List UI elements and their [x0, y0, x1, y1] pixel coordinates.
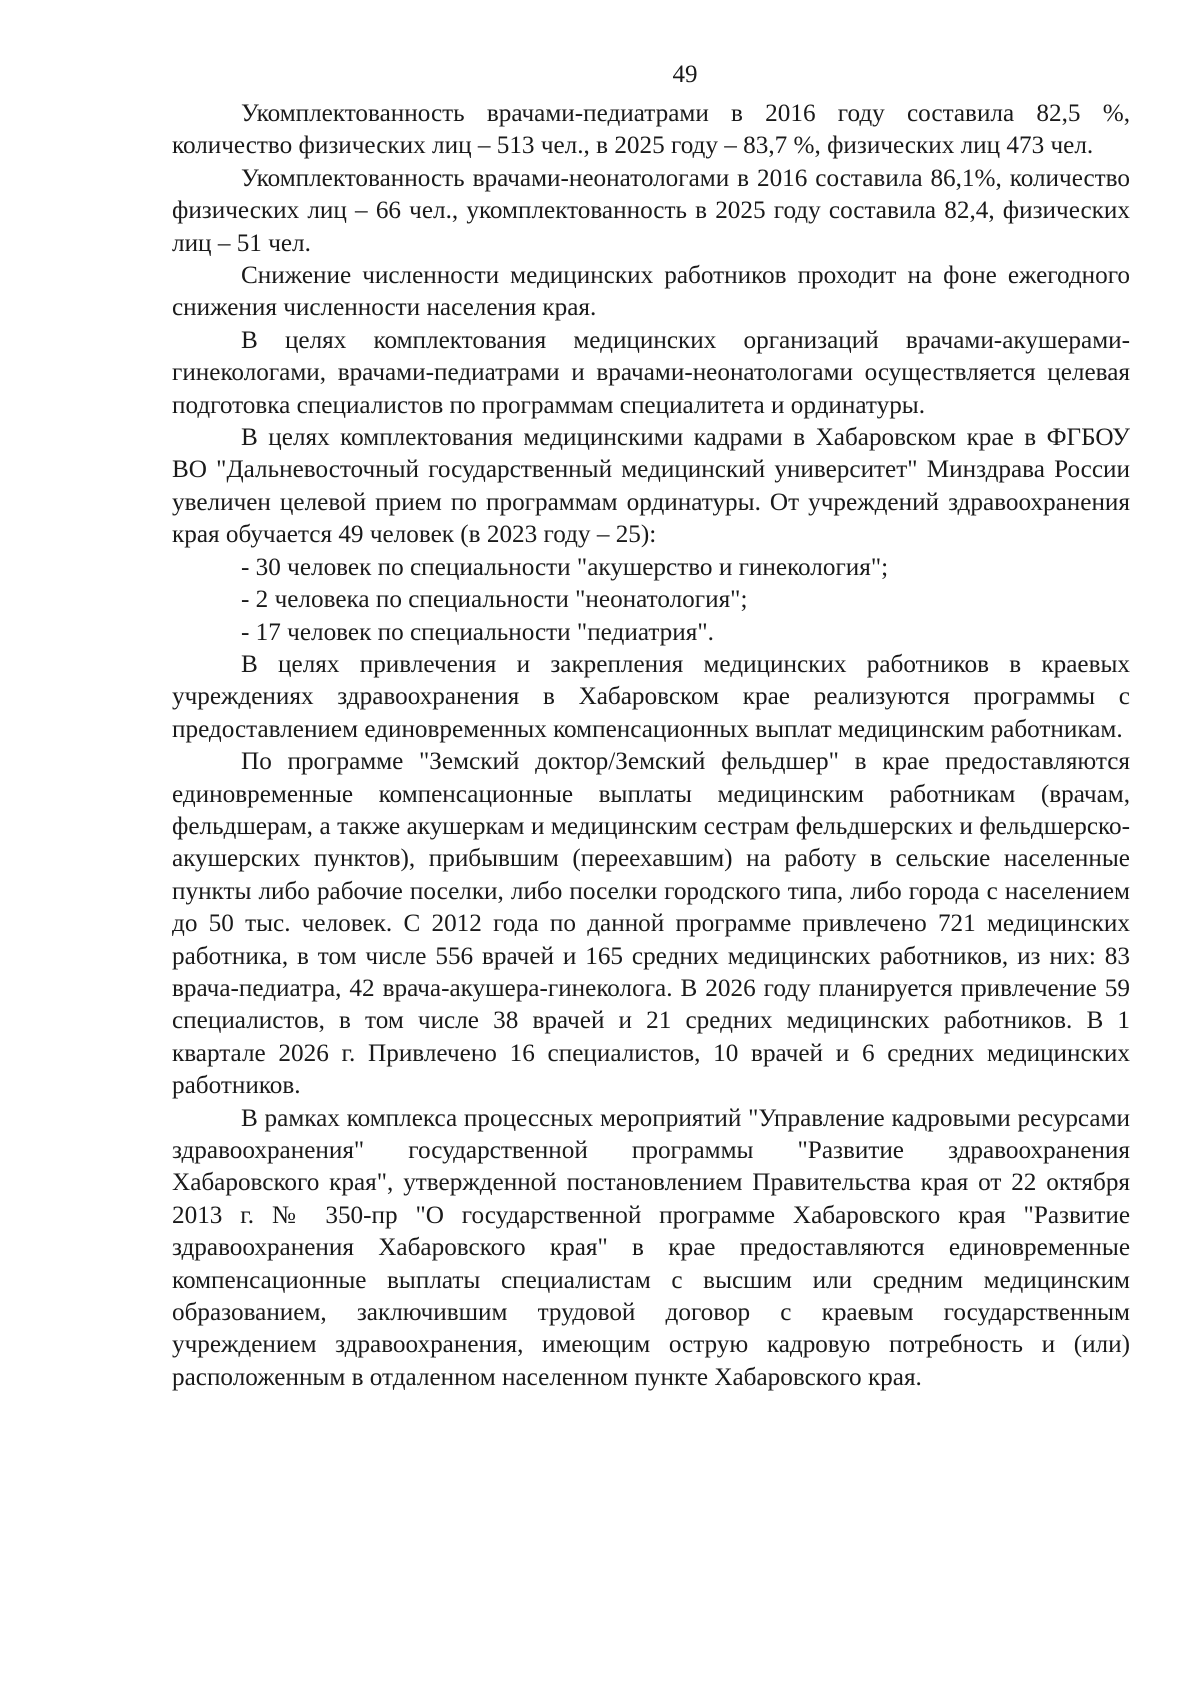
document-body	[172, 98, 1130, 1394]
paragraph-compensation-programs: В целях привлечения и закрепления медицинских работников в краевых учреждениях здравоохранения в Хабаровском крае реализуются программы с предоставлением единовременных компенсационных выплат медицинским работникам.	[172, 650, 1130, 743]
paragraph-targeted-training: В целях комплектования медицинских организаций врачами-акушерами-гинекологами, врачами-педиатрами и врачами-неонатологами осуществляется целевая подготовка специалистов по программам специалитета и ординатуры.	[172, 326, 1130, 419]
list-item-pediatrics: - 17 человек по специальности "педиатрия".	[241, 618, 714, 646]
list-item-obstetrics: - 30 человек по специальности "акушерство и гинекология";	[241, 553, 889, 581]
paragraph-state-program: В рамках комплекса процессных мероприятий "Управление кадровыми ресурсами здравоохранения" государственной программы "Развитие здравоохранения Хабаровского края", утвержденной постановлением Правительства края от 22 октября 2013 г. № 350-пр "О государственной программе Хабаровского края "Развитие здравоохранения Хабаровского края" в крае предоставляются единовременные компенсационные выплаты специалистам с высшим или средним медицинским образованием, заключившим трудовой договор с краевым государственным учреждением здравоохранения, имеющим острую кадровую потребность и (или) расположенным в отдаленном населенном пункте Хабаровского края.	[172, 1104, 1130, 1391]
list-item-neonatology: - 2 человека по специальности "неонатология";	[241, 586, 748, 614]
page-number: 49	[672, 61, 698, 88]
paragraph-workforce-decline: Снижение численности медицинских работников проходит на фоне ежегодного снижения численности населения края.	[172, 262, 1130, 322]
paragraph-pediatricians-staffing: Укомплектованность врачами-педиатрами в 2016 году составила 82,5 %, количество физических лиц – 513 чел., в 2025 году – 83,7 %, физических лиц 473 чел.	[172, 100, 1130, 160]
paragraph-zemsky-doctor: По программе "Земский доктор/Земский фельдшер" в крае предоставляются единовременные компенсационные выплаты медицинским работникам (врачам, фельдшерам, а также акушеркам и медицинским сестрам фельдшерских и фельдшерско-акушерских пунктов), прибывшим (переехавшим) на работу в сельские населенные пункты либо рабочие поселки, либо поселки городского типа, либо города с населением до 50 тыс. человек. С 2012 года по данной программе привлечено 721 медицинских работника, в том числе 556 врачей и 165 средних медицинских работников, из них: 83 врача-педиатра, 42 врача-акушера-гинеколога. В 2026 году планируется привлечение 59 специалистов, в том числе 38 врачей и 21 средних медицинских работников. В 1 квартале 2026 г. Привлечено 16 специалистов, 10 врачей и 6 средних медицинских работников.	[172, 748, 1130, 1100]
paragraph-residency-admission: В целях комплектования медицинскими кадрами в Хабаровском крае в ФГБОУ ВО "Дальневосточный государственный медицинский университет" Минздрава России увеличен целевой прием по программам ординатуры. От учреждений здравоохранения края обучается 49 человек (в 2023 году – 25):	[172, 424, 1130, 549]
paragraph-neonatologists-staffing: Укомплектованность врачами-неонатологами в 2016 составила 86,1%, количество физических лиц – 66 чел., укомплектованность в 2025 году составила 82,4, физических лиц – 51 чел.	[172, 164, 1130, 257]
